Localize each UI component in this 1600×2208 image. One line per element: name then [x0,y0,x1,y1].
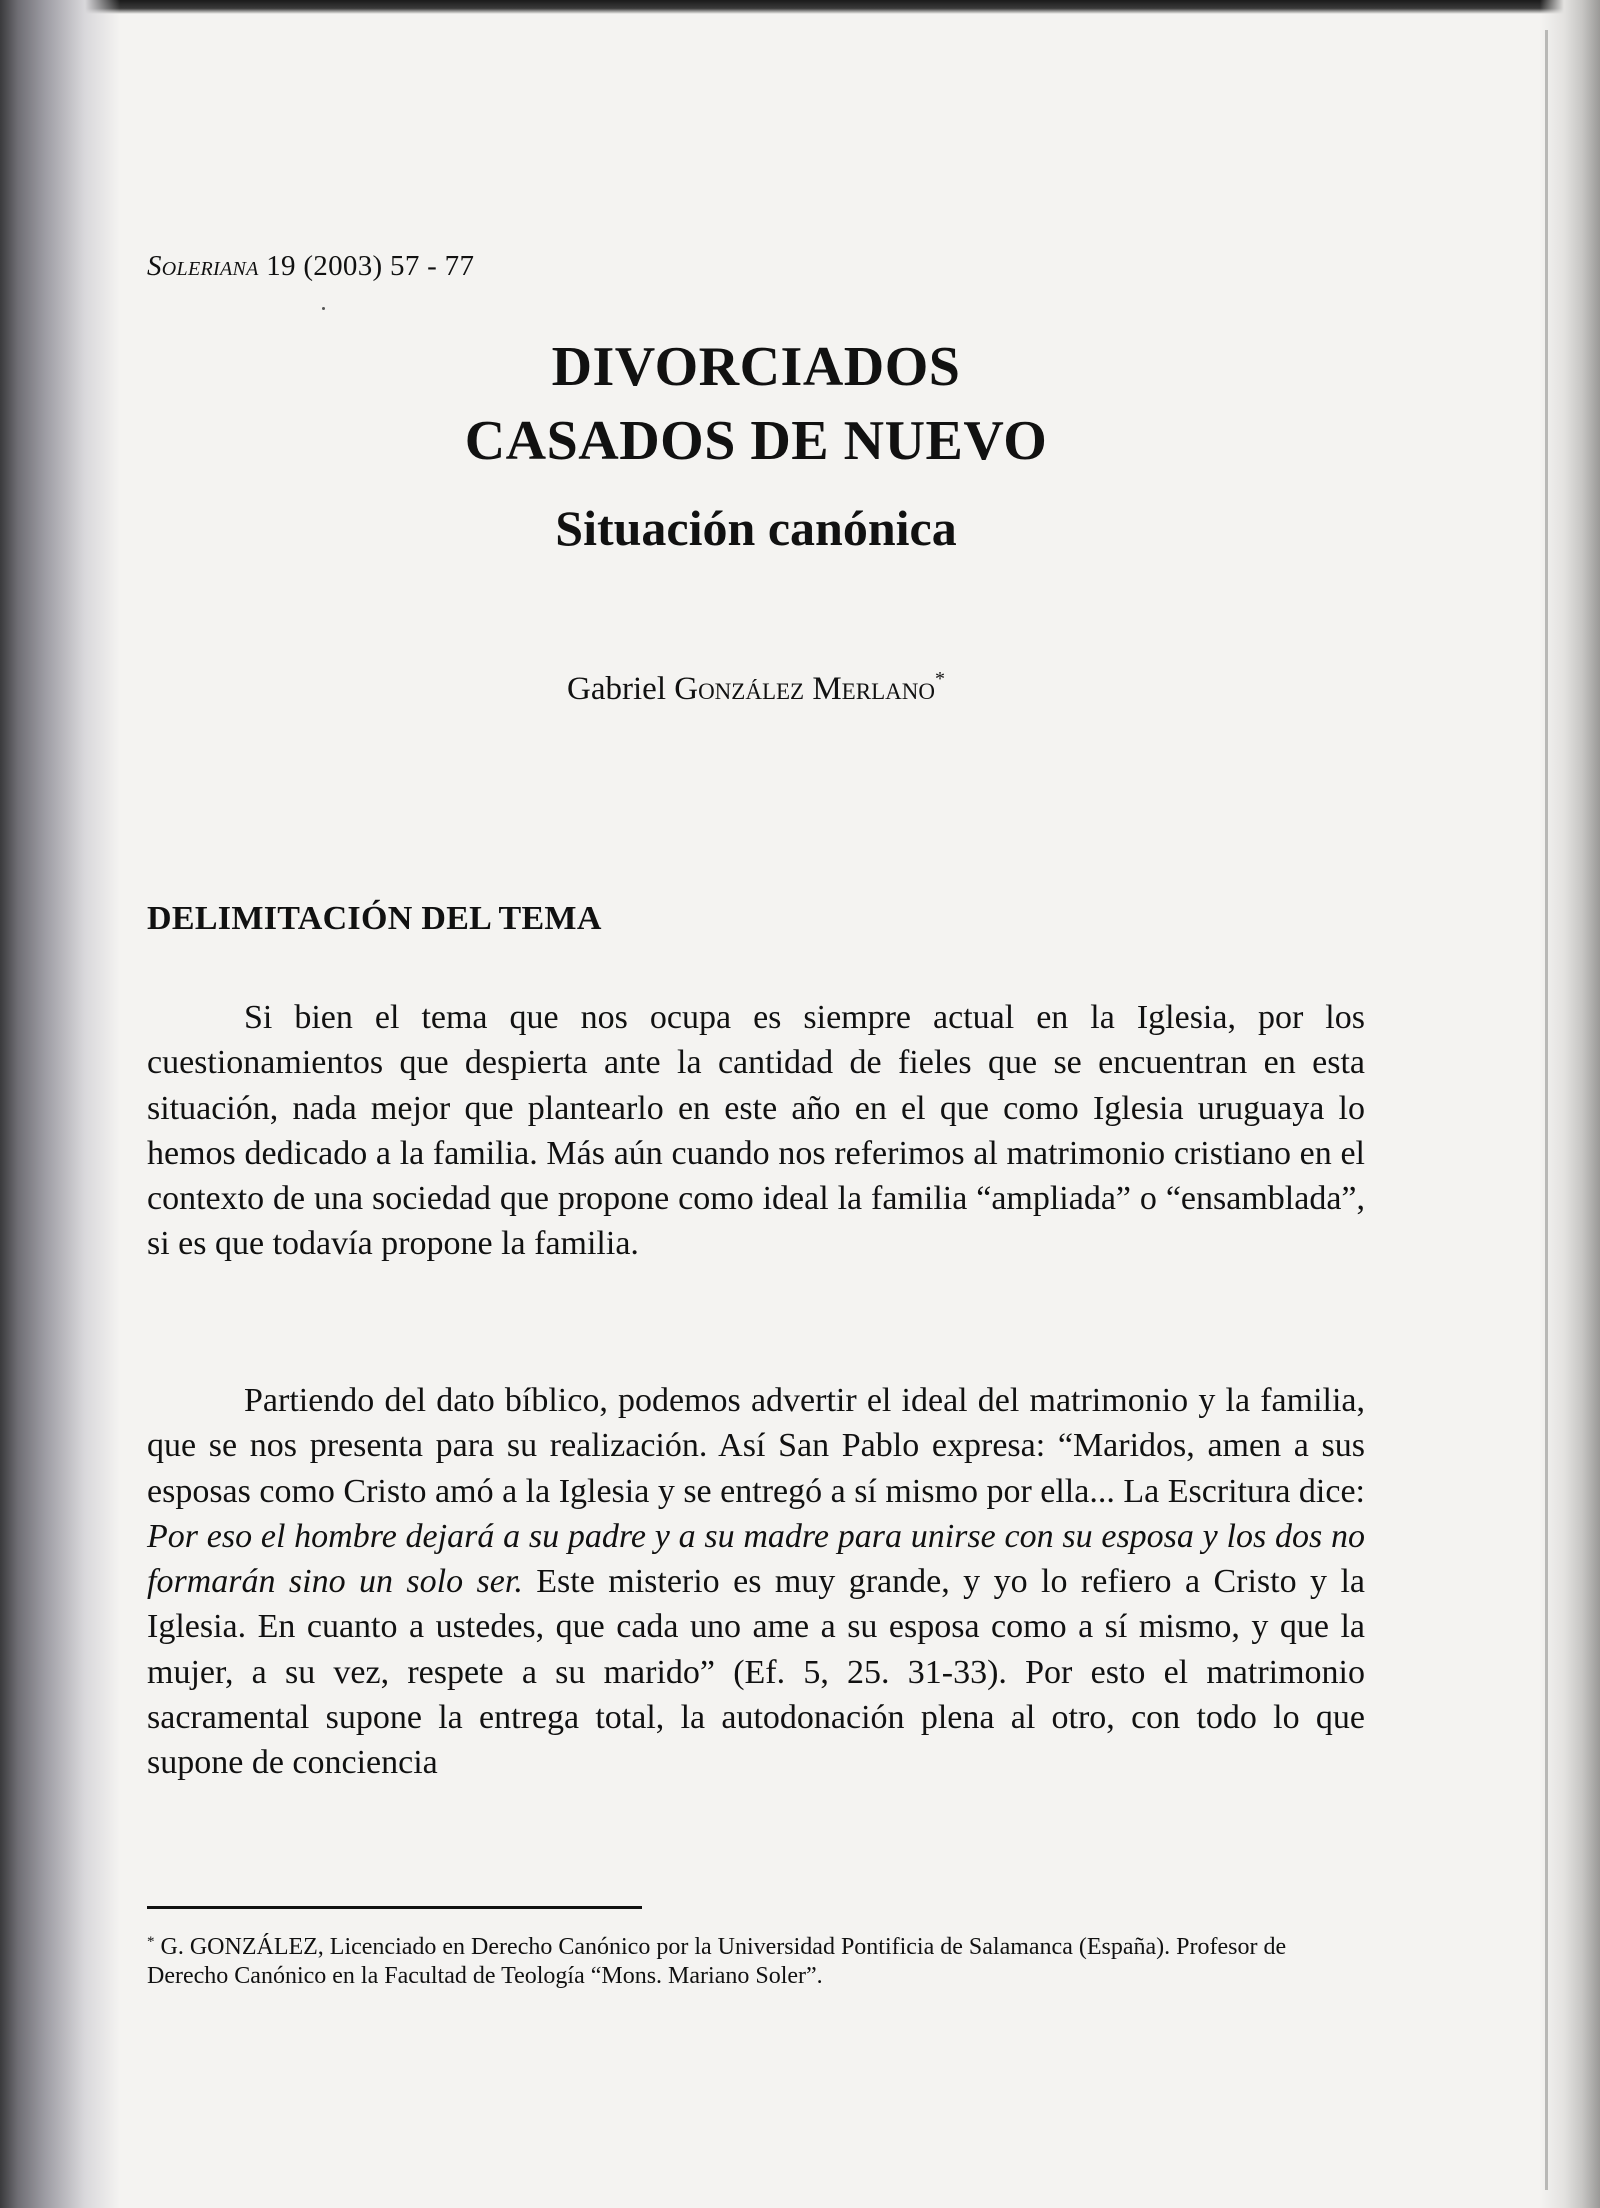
body-paragraph-2 [147,1378,1365,1786]
author-footnote-marker: * [934,668,945,690]
footnote-marker: * [147,1934,155,1950]
page-edge-line [1545,30,1548,2190]
article-title-line-2: CASADOS DE NUEVO [464,410,1048,472]
article-title-block [147,330,1365,560]
article-title-line-1: DIVORCIADOS [551,336,961,398]
document-page [147,0,1365,2208]
section-heading: DELIMITACIÓN DEL TEMA [147,900,602,937]
journal-citation: 19 (2003) 57 - 77 [266,250,475,282]
book-spine-shadow [0,0,120,2208]
footnote [147,1928,1365,1991]
page-right-edge [1540,0,1600,2208]
paragraph-2-text-end: Este misterio es muy grande, y yo lo refiero a Cristo y la Iglesia. En cuanto a ustedes, que cada uno ame a su esposa como a sí mismo, y que la mujer, a su vez, respete a su marido” (Ef. 5, 25. 31-33). Por esto el matrimonio sacramental supone la entrega total, la autodonación plena al otro, con todo lo que supone de conciencia [147,1563,1365,1782]
author-line [147,668,1365,708]
footnote-text: G. GONZÁLEZ, Licenciado en Derecho Canónico por la Universidad Pontificia de Salamanca (España). Profesor de Derecho Canónico en la Facultad de Teología “Mons. Mariano Soler”. [147,1934,1287,1989]
author-surname: González Merlano [674,671,935,707]
footnote-divider [147,1906,642,1909]
body-paragraph-1: Si bien el tema que nos ocupa es siempre actual en la Iglesia, por los cuestionamientos que despierta ante la cantidad de fieles que se encuentran en esta situación, nada mejor que plantearlo en este año en el que como Iglesia uruguaya lo hemos dedicado a la familia. Más aún cuando nos referimos al matrimonio cristiano en el contexto de una sociedad que propone como ideal la familia “ampliada” o “ensamblada”, si es que todavía propone la familia. [147,999,1365,1263]
author-first-name: Gabriel [567,671,666,707]
paragraph-2-text-start: Partiendo del dato bíblico, podemos advertir el ideal del matrimonio y la familia, que se nos presenta para su realización. Así San Pablo expresa: “Maridos, amen a sus esposas como Cristo amó a la Iglesia y se entregó a sí mismo por ella... La Escritura dice: [147,1382,1365,1510]
scripture-quote-italic: Por eso el hombre dejará a su padre y a su madre para unirse con su esposa y los dos no formarán sino un solo ser. [147,1517,1365,1601]
journal-name: Soleriana [147,250,259,282]
article-subtitle: Situación canónica [555,500,957,556]
journal-reference [147,250,474,283]
